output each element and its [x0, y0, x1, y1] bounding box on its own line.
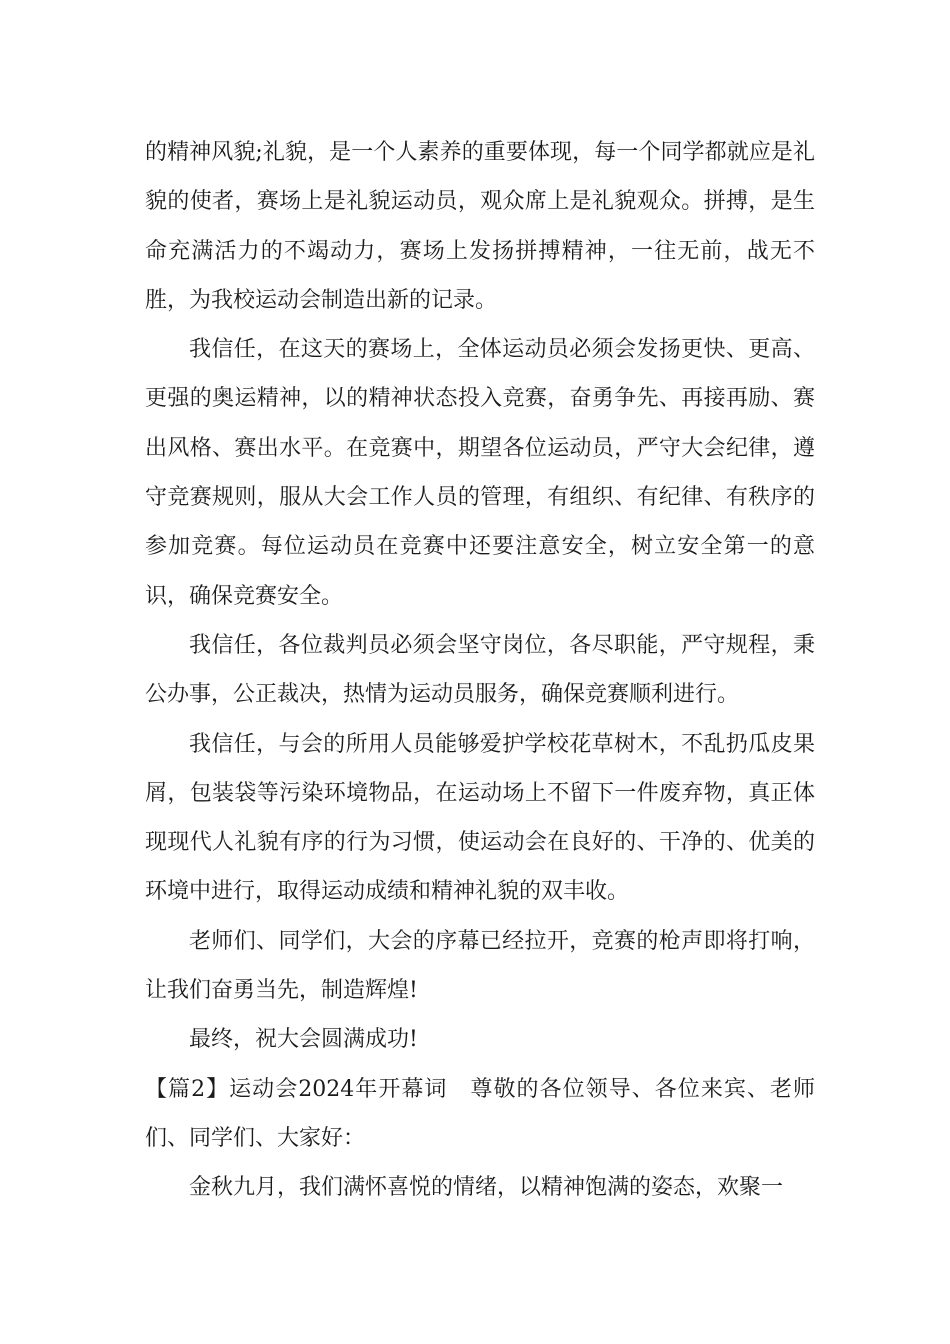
paragraph: 我信任，在这天的赛场上，全体运动员必须会发扬更快、更高、更强的奥运精神，以的精神状态投入竞赛，奋勇争先、再接再励、赛出风格、赛出水平。在竞赛中，期望各位运动员，严守大会纪律，遵守竞赛规则，服从大会工作人员的管理，有组织、有纪律、有秩序的参加竞赛。每位运动员在竞赛中还要注意安全，树立安全第一的意识，确保竞赛安全。 [145, 337, 815, 609]
paragraph: 老师们、同学们，大会的序幕已经拉开，竞赛的枪声即将打响，让我们奋勇当先，制造辉煌! [145, 928, 815, 1004]
paragraph: 我信任，与会的所用人员能够爱护学校花草树木，不乱扔瓜皮果屑，包装袋等污染环境物品，在运动场上不留下一件废弃物，真正体现现代人礼貌有序的行为习惯，使运动会在良好的、干净的、优美的环境中进行，取得运动成绩和精神礼貌的双丰收。 [145, 731, 815, 905]
section-heading-paragraph: 【篇2】运动会2024年开幕词 尊敬的各位领导、各位来宾、老师们、同学们、大家好： [145, 1076, 815, 1151]
paragraph: 的精神风貌;礼貌，是一个人素养的重要体现，每一个同学都就应是礼貌的使者，赛场上是礼貌运动员，观众席上是礼貌观众。拼搏，是生命充满活力的不竭动力，赛场上发扬拼搏精神，一往无前，战无不胜，为我校运动会制造出新的记录。 [145, 140, 815, 313]
paragraph: 金秋九月，我们满怀喜悦的情绪，以精神饱满的姿态，欢聚一 [189, 1175, 784, 1201]
paragraph: 我信任，各位裁判员必须会坚守岗位，各尽职能，严守规程，秉公办事，公正裁决，热情为运动员服务，确保竞赛顺利进行。 [145, 632, 815, 708]
document-body [145, 128, 815, 1213]
paragraph: 最终，祝大会圆满成功! [189, 1027, 418, 1053]
